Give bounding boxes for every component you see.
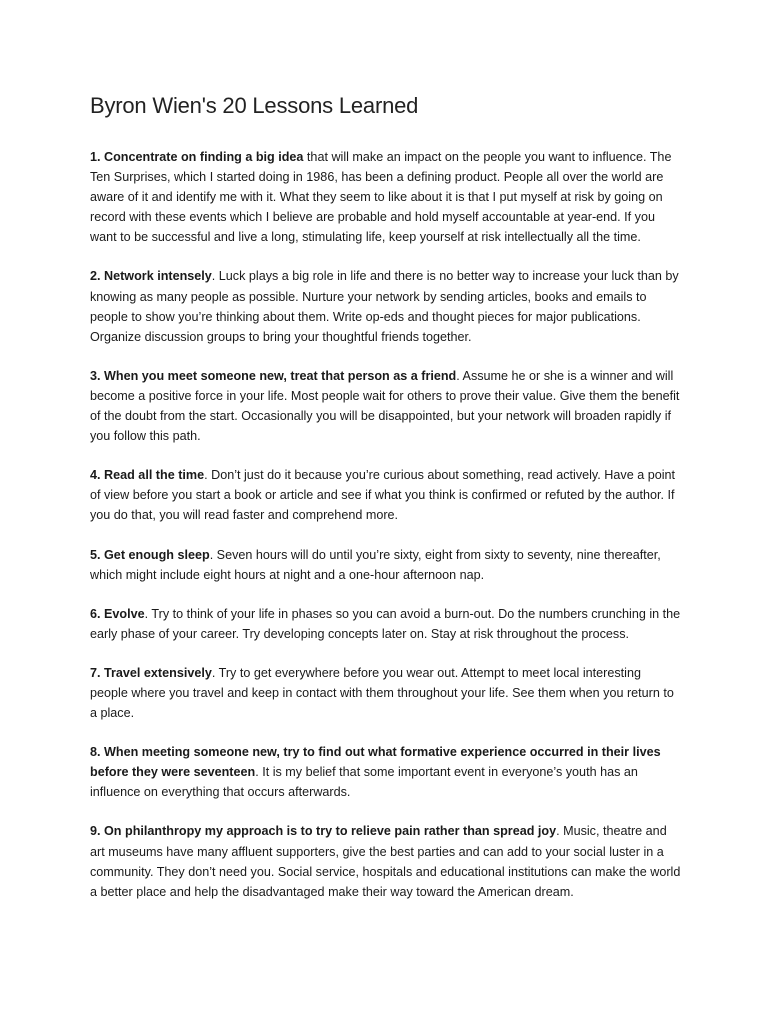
lesson-number: 7. [90, 665, 101, 680]
lesson-item [90, 742, 682, 802]
lesson-body: . Luck plays a big role in life and there is no better way to increase your luck than by knowing as many people as possible. Nurture your network by sending articles, books and emails to people to show you’re thinking about them. Write op-eds and thought pieces for major publications. Organize discussion groups to bring your thoughtful friends together. [90, 269, 679, 344]
lesson-item [90, 545, 682, 585]
lesson-number: 1. [90, 150, 101, 164]
lesson-number: 3. [90, 368, 101, 383]
lesson-number: 8. [90, 745, 101, 760]
lesson-body: . Don’t just do it because you’re curious about something, read actively. Have a point of view before you start a book or article and see if what you think is confirmed or refuted by the author. If you do that, you will read faster and comprehend more. [90, 468, 676, 523]
lesson-headline: Evolve [104, 606, 145, 621]
lesson-number: 2. [90, 269, 101, 284]
lesson-number: 4. [90, 468, 101, 483]
lesson-item [90, 465, 682, 525]
lesson-headline: Get enough sleep [104, 547, 210, 562]
lesson-headline: Network intensely [104, 269, 212, 284]
document-title: Byron Wien's 20 Lessons Learned [90, 93, 419, 118]
lesson-body: . Try to get everywhere before you wear out. Attempt to meet local interesting people where you travel and keep in contact with them throughout your life. See them when you return to a place. [90, 665, 674, 721]
lesson-headline: Read all the time [104, 468, 205, 483]
document-page [90, 92, 682, 921]
lesson-number: 5. [90, 547, 101, 562]
lesson-item [90, 663, 682, 723]
lesson-number: 9. [90, 824, 101, 839]
lesson-item [90, 604, 682, 644]
lesson-body: . Music, theatre and art museums have many affluent supporters, give the best parties and can add to your social luster in a community. They don’t need you. Social service, hospitals and educational institutions can make the world a better place and help the disadvantaged make their way toward the American dream. [90, 824, 681, 899]
lesson-headline: Travel extensively [104, 665, 212, 680]
lesson-item [90, 266, 682, 346]
lesson-number: 6. [90, 606, 101, 621]
lesson-headline: When you meet someone new, treat that person as a friend [104, 368, 457, 383]
lesson-body: . Seven hours will do until you’re sixty, eight from sixty to seventy, nine thereafter, which might include eight hours at night and a one-hour afternoon nap. [90, 547, 661, 582]
lesson-body: that will make an impact on the people you want to influence. The Ten Surprises, which I started doing in 1986, has been a defining product. People all over the world are aware of it and identify me with it. What they seem to like about it is that I put myself at risk by going on record with these events which I believe are probable and hold myself accountable at year-end. If you want to be successful and live a long, stimulating life, keep yourself at risk intellectually all the time. [90, 150, 672, 245]
lesson-item [90, 366, 682, 446]
lesson-headline: On philanthropy my approach is to try to relieve pain rather than spread joy [104, 824, 557, 839]
lesson-item [90, 821, 682, 901]
lesson-headline: Concentrate on finding a big idea [104, 150, 304, 164]
lesson-body: . Assume he or she is a winner and will become a positive force in your life. Most people wait for others to prove their value. Give them the benefit of the doubt from the start. Occasionally you will be disappointed, but your network will broaden rapidly if you follow this path. [90, 368, 680, 444]
lesson-body: . It is my belief that some important event in everyone’s youth has an influence on everything that occurs afterwards. [90, 765, 638, 800]
lesson-headline: When meeting someone new, try to find out what formative experience occurred in their lives before they were seventeen [90, 745, 661, 780]
lesson-item [90, 147, 682, 247]
lesson-body: . Try to think of your life in phases so you can avoid a burn-out. Do the numbers crunching in the early phase of your career. Try developing concepts later on. Stay at risk throughout the process. [90, 606, 681, 641]
